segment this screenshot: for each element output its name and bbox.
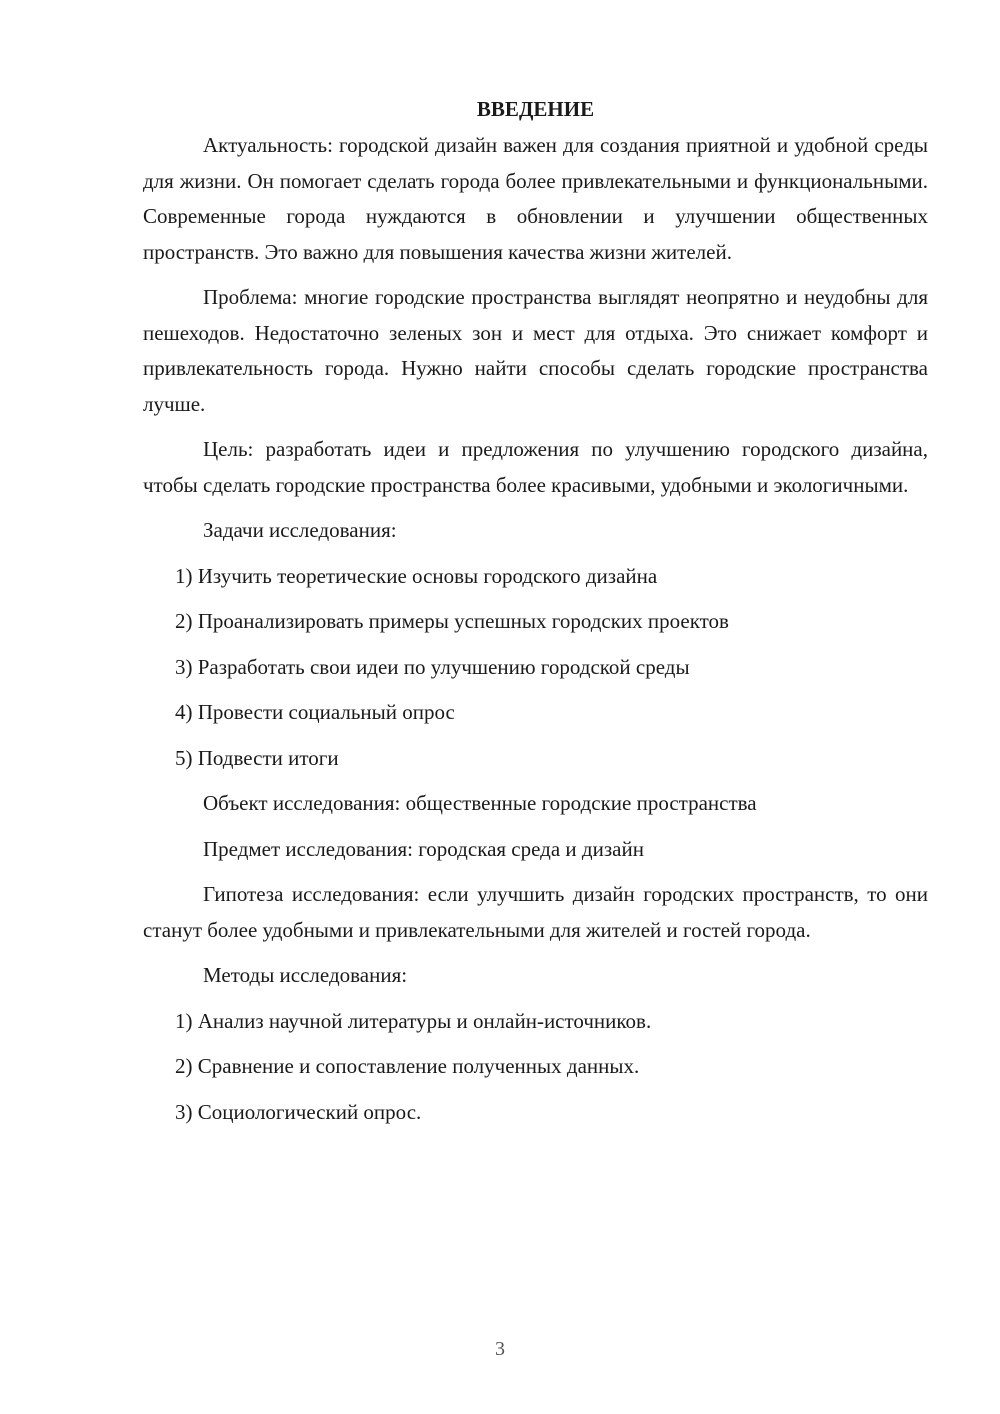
task-item: 4) Провести социальный опрос <box>175 700 455 724</box>
task-item: 3) Разработать свои идеи по улучшению городской среды <box>175 654 690 679</box>
hypothesis-paragraph: Гипотеза исследования: если улучшить дизайн городских пространств, то они станут более удобными и привлекательными для жителей и гостей города. <box>143 882 928 942</box>
task-item: 2) Проанализировать примеры успешных городских проектов <box>175 609 729 633</box>
research-subject: Предмет исследования: городская среда и дизайн <box>203 836 644 861</box>
problem-paragraph: Проблема: многие городские пространства выглядят неопрятно и неудобны для пешеходов. Недостаточно зеленых зон и мест для отдыха. Это снижает комфорт и привлекательность города. Нужно найти способы сделать городские пространства лучше. <box>143 285 928 416</box>
method-item: 1) Анализ научной литературы и онлайн-источников. <box>175 1008 652 1033</box>
page-content <box>143 92 928 1140</box>
methods-heading: Методы исследования: <box>203 963 408 987</box>
research-object: Объект исследования: общественные городские пространства <box>203 791 757 815</box>
method-item: 2) Сравнение и сопоставление полученных данных. <box>175 1054 640 1078</box>
task-item: 1) Изучить теоретические основы городского дизайна <box>175 563 658 588</box>
page-title: ВВЕДЕНИЕ <box>476 97 595 121</box>
method-item: 3) Социологический опрос. <box>175 1099 422 1124</box>
relevance-paragraph: Актуальность: городской дизайн важен для создания приятной и удобной среды для жизни. Он помогает сделать города более привлекательными и функциональными. Современные города нуждаются в обновлении и улучшении общественных пространств. Это важно для повышения качества жизни жителей. <box>143 133 928 264</box>
task-item: 5) Подвести итоги <box>175 745 339 770</box>
page-number: 3 <box>495 1338 505 1360</box>
tasks-heading: Задачи исследования: <box>203 518 397 542</box>
goal-paragraph: Цель: разработать идеи и предложения по улучшению городского дизайна, чтобы сделать городские пространства более красивыми, удобными и экологичными. <box>143 437 928 497</box>
